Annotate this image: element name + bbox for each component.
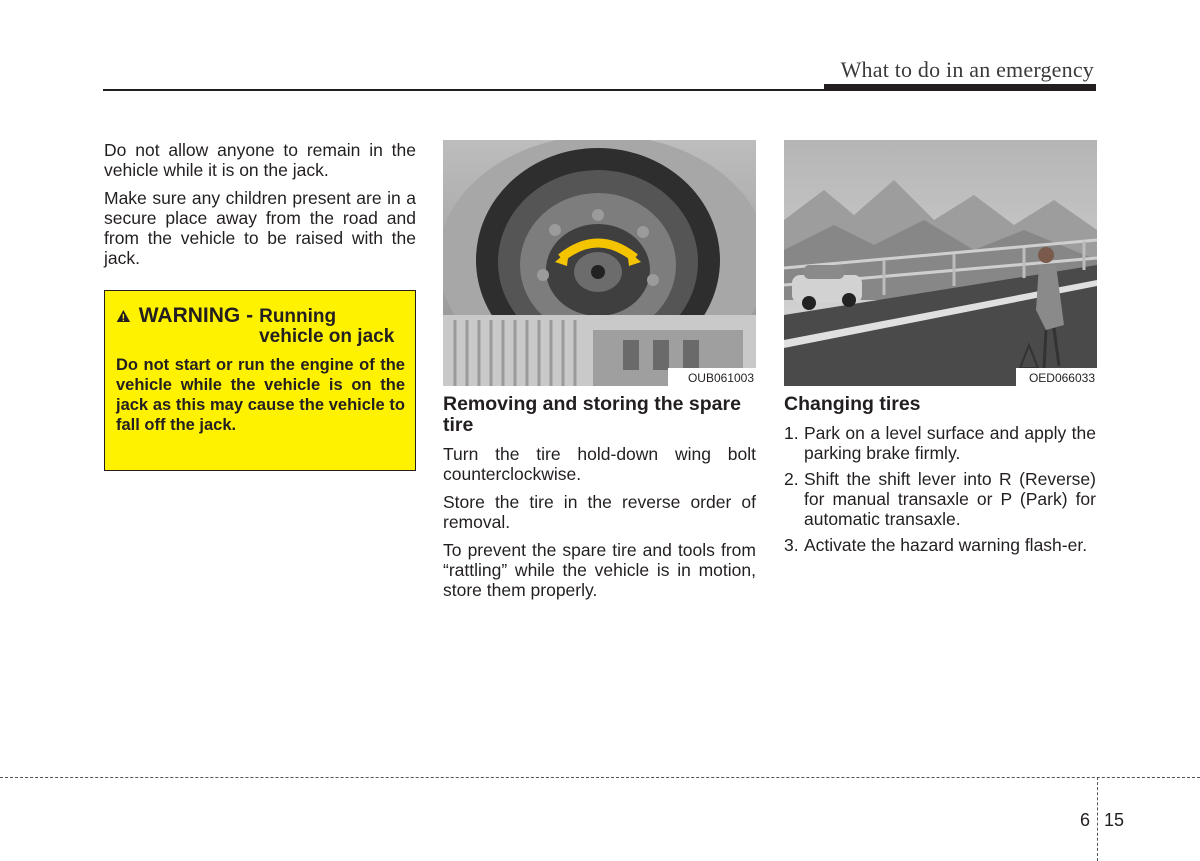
paragraph: Make sure any children present are in a secure place away from the road and from the vehicle to be raised with the jack. xyxy=(104,188,416,268)
footer-vertical-divider xyxy=(1097,777,1098,861)
header-rule-accent xyxy=(824,84,1096,90)
warning-word: WARNING - xyxy=(138,304,254,327)
page-number: 15 xyxy=(1104,810,1125,830)
list-item xyxy=(784,469,1096,529)
paragraph: To prevent the spare tire and tools from “rattling” while the vehicle is in motion, store them properly. xyxy=(443,540,756,600)
spare-tire-figure xyxy=(443,140,756,386)
step-number: 2. xyxy=(784,469,799,489)
step-text: Shift the shift lever into R (Reverse) for manual transaxle or P (Park) for automatic transaxle. xyxy=(804,469,1096,529)
paragraph: Turn the tire hold-down wing bolt counterclockwise. xyxy=(443,444,756,484)
figure-code: OED066033 xyxy=(1028,371,1095,385)
step-number: 1. xyxy=(784,423,799,443)
left-column xyxy=(104,140,416,471)
warning-box xyxy=(104,290,416,471)
spare-tire-illustration xyxy=(443,140,756,386)
step-text: Park on a level surface and apply the parking brake firmly. xyxy=(804,423,1096,463)
warning-subtitle: Running vehicle on jack xyxy=(259,306,395,347)
step-text: Activate the hazard warning flash-er. xyxy=(804,535,1088,555)
chapter-number: 6 xyxy=(1080,810,1091,830)
steps-list xyxy=(784,423,1096,555)
list-item xyxy=(784,423,1096,463)
paragraph: Store the tire in the reverse order of removal. xyxy=(443,492,756,532)
section-heading: Removing and storing the spare tire xyxy=(443,393,741,436)
step-number: 3. xyxy=(784,535,799,555)
section-title: What to do in an emergency xyxy=(840,57,1094,82)
roadside-figure xyxy=(784,140,1097,386)
footer-divider xyxy=(0,777,1200,778)
warning-header xyxy=(116,304,405,347)
middle-column xyxy=(443,140,756,608)
paragraph: Do not allow anyone to remain in the vehicle while it is on the jack. xyxy=(104,140,416,180)
roadside-illustration xyxy=(784,140,1097,386)
figure-code: OUB061003 xyxy=(687,371,754,385)
warning-text: Do not start or run the engine of the vehicle while the vehicle is on the jack as this may cause the vehicle to fall off the jack. xyxy=(116,356,405,434)
section-heading: Changing tires xyxy=(784,393,921,415)
right-column xyxy=(784,140,1096,561)
warning-triangle-icon xyxy=(116,306,131,326)
list-item xyxy=(784,535,1096,555)
